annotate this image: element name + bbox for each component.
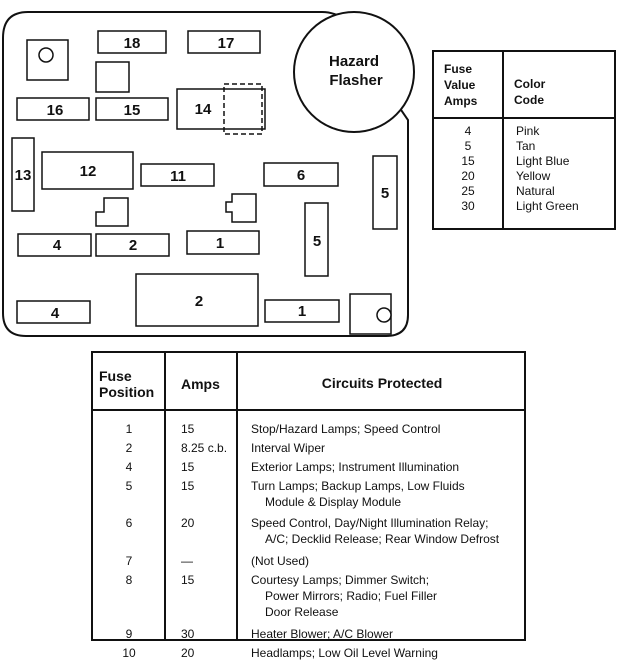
table-row: 6 20 Speed Control, Day/Night Illumination Relay; A/C; Decklid Release; Rear Window Defrost [125,516,500,546]
fuse-label-9: 5 [380,185,390,202]
table-body [93,421,524,661]
fuse-slot-14 [177,89,265,129]
legend-row: 4 Pink [464,124,540,138]
legend-header [434,52,614,119]
fuse-label-12: 12 [79,163,97,180]
legend-header-fuse-value: Fuse Value Amps [444,62,478,108]
fuse-label-11: 11 [170,168,186,185]
header-amps: Amps [181,376,220,392]
mount-hole-bottom-right [377,308,391,322]
fuse-label-15: 15 [123,102,141,119]
legend-header-color-code: Color Code [514,77,546,107]
fuse-color-legend [432,50,616,230]
fuse-label-2: 2 [194,293,204,310]
hazard-flasher-label-2: Flasher [329,72,383,89]
fuse-label-1: 1 [297,303,307,320]
table-row: 9 30 Heater Blower; A/C Blower [125,627,394,641]
table-row: 2 8.25 c.b. Interval Wiper [125,441,326,455]
fuse-panel-diagram [0,0,430,345]
fuse-label-10: 6 [296,167,306,184]
fuse-label-13: 13 [14,167,32,184]
fuse-label-4: 4 [50,305,60,322]
header-fuse-position: Fuse Position [99,368,155,400]
mount-hole-top-left [39,48,53,62]
table-header-rule [93,409,524,411]
table-row: 1 15 Stop/Hazard Lamps; Speed Control [125,422,441,436]
fuse-label-14: 14 [194,101,212,118]
fuse-label-8: 4 [52,237,62,254]
fuse-label-6: 1 [215,235,225,252]
table-row: 4 15 Exterior Lamps; Instrument Illumination [125,460,460,474]
relay-block-a [96,62,129,92]
table-row: 8 15 Courtesy Lamps; Dimmer Switch; Power Mirrors; Radio; Fuel Filler Door Release [125,573,438,619]
fuse-label-18: 18 [123,35,141,52]
legend-row: 5 Tan [464,139,536,153]
fuse-label-5: 5 [312,233,322,250]
legend-rows [434,124,614,214]
legend-row: 15 Light Blue [461,154,570,168]
circuits-protected-table [91,351,526,660]
fuse-label-16: 16 [46,102,64,119]
legend-row: 20 Yellow [461,169,551,183]
hazard-flasher-label-1: Hazard [328,53,380,70]
fuse-label-17: 17 [217,35,235,52]
header-circuits-protected: Circuits Protected [321,375,443,391]
legend-row: 30 Light Green [461,199,579,213]
table-row: 5 15 Turn Lamps; Backup Lamps, Low Fluids Module & Display Module [125,479,465,509]
legend-row: 25 Natural [461,184,555,198]
table-row: 7 — (Not Used) [125,554,310,568]
fuse-label-7: 2 [128,237,138,254]
table-row: 10 20 Headlamps; Low Oil Level Warning [122,646,438,660]
